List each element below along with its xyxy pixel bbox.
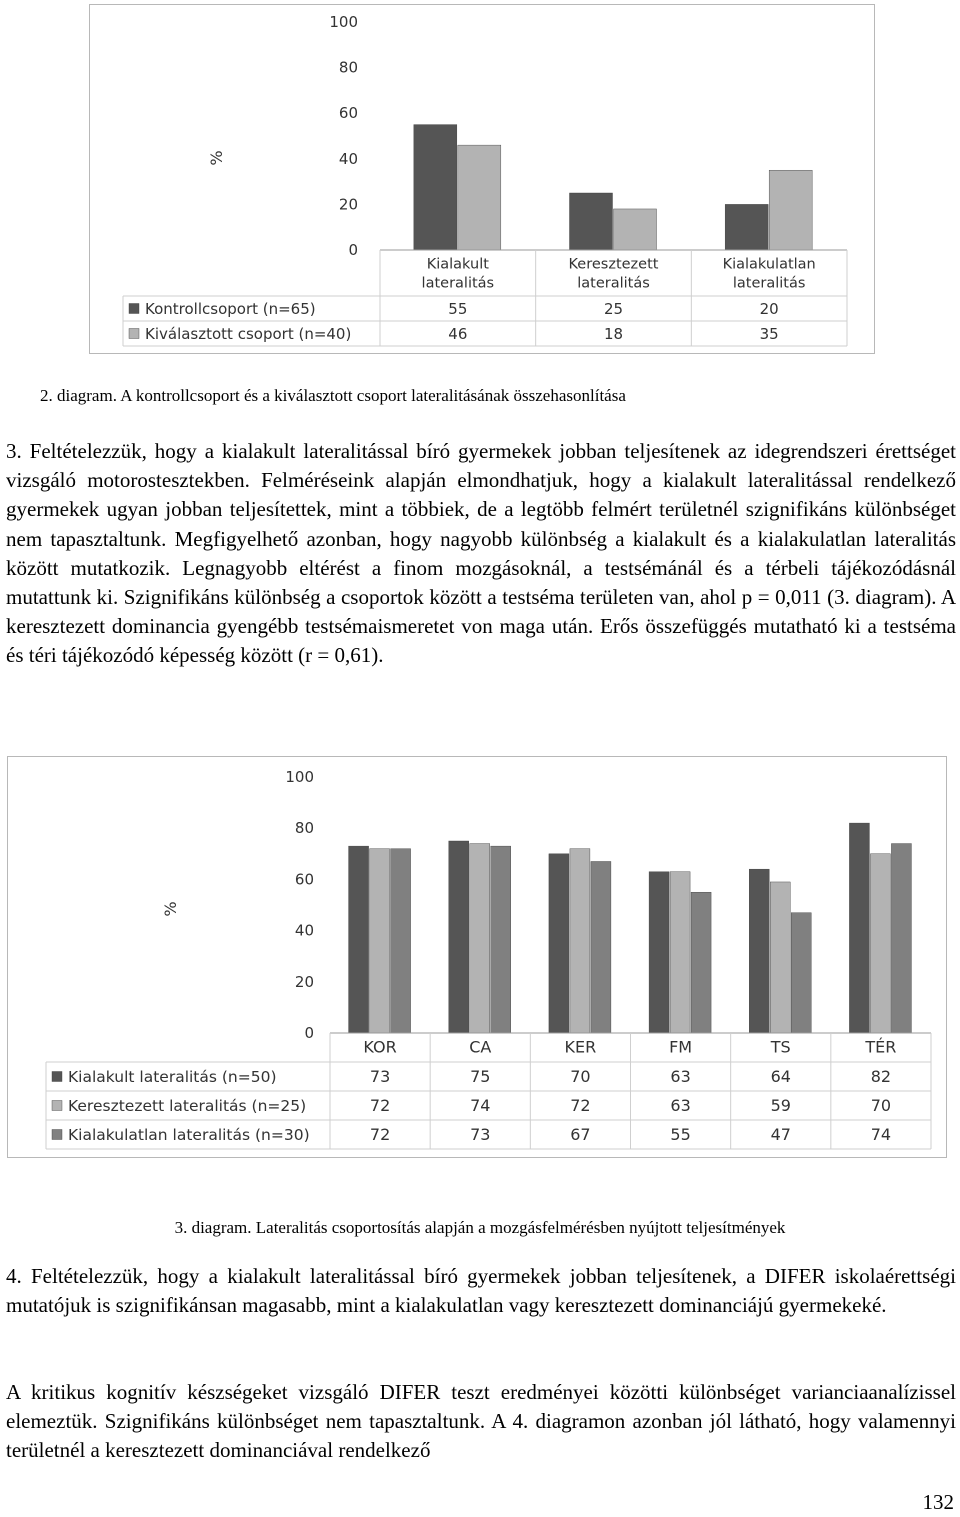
legend-label: Kiválasztott csoport (n=40): [145, 325, 352, 343]
data-label: 59: [770, 1096, 791, 1115]
legend-label: Kialakult lateralitás (n=50): [68, 1068, 277, 1086]
data-label: 72: [570, 1096, 591, 1115]
data-label: 63: [670, 1067, 691, 1086]
data-label: 74: [870, 1125, 892, 1144]
category-label: lateralitás: [421, 275, 495, 292]
data-label: 75: [470, 1067, 491, 1086]
legend-swatch: [52, 1130, 62, 1140]
bar: [570, 849, 590, 1033]
paragraph-hypothesis-4: 4. Feltételezzük, hogy a kialakult lateralitással bíró gyermekek jobban teljesítenek, a DIFER iskolaérettségi mutatójuk is szignifikánsan magasabb, mint a kialakulatlan vagy keresztezett dominanciájú gyermekeké.: [6, 1264, 956, 1318]
bar: [491, 846, 511, 1033]
y-axis-label: %: [207, 150, 226, 166]
y-tick-label: 80: [338, 58, 358, 77]
data-label: 73: [369, 1067, 391, 1086]
legend-label: Kontrollcsoport (n=65): [145, 300, 316, 318]
legend-label: Keresztezett lateralitás (n=25): [68, 1097, 307, 1115]
chart-motor-performance: [7, 756, 947, 1158]
bar: [791, 913, 811, 1033]
y-tick-label: 40: [294, 921, 314, 940]
category-label: KOR: [363, 1037, 397, 1057]
y-tick-label: 80: [294, 819, 314, 838]
chart-1-svg: [90, 5, 874, 353]
bar: [591, 861, 611, 1033]
data-label: 67: [570, 1125, 591, 1144]
bar: [370, 849, 390, 1033]
bar: [770, 882, 790, 1033]
chart-2-svg: [8, 757, 946, 1157]
bar: [769, 170, 812, 250]
category-label: lateralitás: [732, 275, 806, 292]
bar: [449, 841, 469, 1033]
y-tick-label: 20: [338, 195, 358, 214]
bar: [649, 872, 669, 1033]
y-tick-label: 60: [294, 870, 314, 889]
data-label: 25: [603, 300, 624, 318]
bar: [725, 204, 768, 250]
bar: [391, 849, 411, 1033]
diagram-3-caption: 3. diagram. Lateralitás csoportosítás alapján a mozgásfelmérésben nyújtott teljesítmények: [174, 1218, 786, 1237]
bar: [849, 823, 869, 1033]
bar: [891, 844, 911, 1033]
category-label: TÉR: [865, 1037, 897, 1057]
legend-label: Kialakulatlan lateralitás (n=30): [68, 1126, 310, 1144]
data-label: 74: [470, 1096, 491, 1115]
data-label: 70: [870, 1096, 892, 1115]
data-label: 46: [448, 325, 468, 343]
category-label: CA: [469, 1037, 492, 1057]
data-label: 64: [770, 1067, 791, 1086]
category-label: Kialakult: [426, 256, 489, 273]
bar: [870, 854, 890, 1033]
bar: [749, 869, 769, 1033]
data-label: 18: [603, 325, 624, 343]
bar: [549, 854, 569, 1033]
data-label: 63: [670, 1096, 691, 1115]
data-label: 73: [470, 1125, 491, 1144]
data-label: 20: [759, 300, 779, 318]
paragraph-difer-analysis: A kritikus kognitív készségeket vizsgáló DIFER teszt eredményei közötti különbséget varianciaanalízissel elemeztük. Szignifikáns különbséget nem tapasztaltunk. A 4. diagramon azonban jól látható, hogy valamennyi területnél a keresztezett dominanciával rendelkező: [6, 1380, 956, 1463]
legend-swatch: [52, 1101, 62, 1111]
category-label: Keresztezett: [568, 256, 659, 273]
data-label: 55: [448, 300, 468, 318]
bar: [470, 844, 490, 1033]
chart-lateralitas-comparison: [89, 4, 875, 354]
data-label: 72: [369, 1096, 391, 1115]
paragraph-hypothesis-3: 3. Feltételezzük, hogy a kialakult lateralitással bíró gyermekek jobban teljesítenek az idegrendszeri érettséget vizsgáló motorostesztekben. Felméréseink alapján elmondhatjuk, hogy a kialakult lateralitással rendelkező gyermekek ugyan jobban teljesítettek, mint a többiek, de a legtöbb felmért területnél szignifikáns különbséget nem tapasztaltunk. Megfigyelhető azonban, hogy nagyobb különbség a kialakult és a kialakulatlan lateralitás között mutatkozik. Legnagyobb eltérést a finom mozgásoknál, a testsémánál és a térbeli tájékozódásnál mutattunk ki. Szignifikáns különbség a csoportok között a testséma területen van, ahol p = 0,011 (3. diagram). A keresztezett dominancia gyengébb testsémaismeretet von maga után. Erős összefüggés mutatható ki a testséma és téri tájékozódó képesség között (r = 0,61).: [6, 439, 956, 668]
y-tick-label: 20: [294, 972, 314, 991]
data-label: 55: [670, 1125, 691, 1144]
category-label: lateralitás: [577, 275, 650, 292]
y-tick-label: 60: [338, 104, 358, 123]
legend-swatch: [129, 329, 139, 339]
bar: [458, 145, 501, 250]
bar: [414, 125, 457, 250]
y-tick-label: 0: [348, 241, 358, 259]
category-label: FM: [669, 1037, 693, 1057]
bar: [670, 872, 690, 1033]
data-label: 82: [870, 1067, 892, 1086]
y-tick-label: 40: [338, 149, 358, 168]
legend-swatch: [52, 1072, 62, 1082]
data-label: 70: [570, 1067, 591, 1086]
data-label: 35: [759, 325, 779, 343]
bar: [614, 209, 657, 250]
diagram-2-caption: 2. diagram. A kontrollcsoport és a kiválasztott csoport lateralitásának összehasonlítása: [40, 386, 626, 405]
category-label: KER: [564, 1037, 597, 1057]
bar: [349, 846, 369, 1033]
page-number: 132: [922, 1490, 954, 1514]
y-axis-label: %: [161, 901, 180, 917]
data-label: 72: [369, 1125, 391, 1144]
bar: [570, 193, 613, 250]
category-label: TS: [770, 1037, 791, 1057]
data-label: 47: [770, 1125, 791, 1144]
bar: [691, 892, 711, 1033]
category-label: Kialakulatlan: [722, 256, 816, 273]
y-tick-label: 100: [285, 768, 314, 786]
y-tick-label: 0: [304, 1024, 314, 1042]
y-tick-label: 100: [329, 13, 358, 31]
legend-swatch: [129, 304, 139, 314]
